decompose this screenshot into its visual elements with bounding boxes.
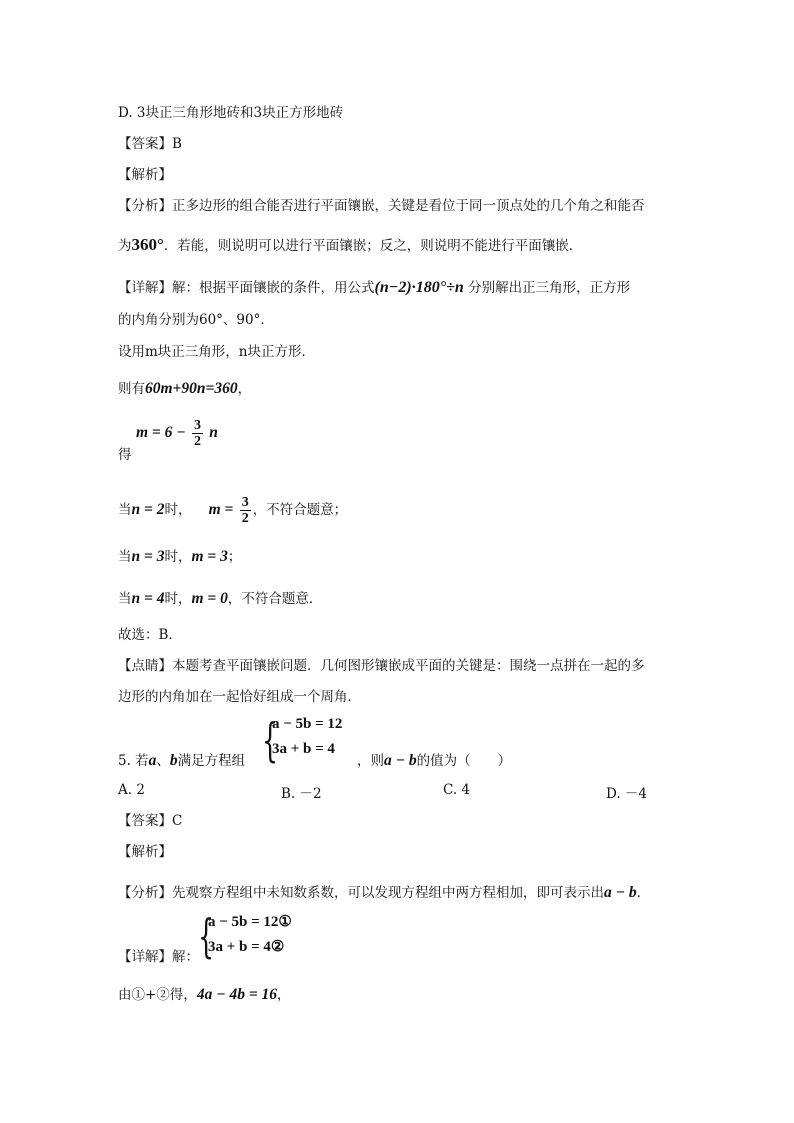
q4-detail-suffix: 分别解出正三角形，正方形: [468, 280, 631, 296]
q5-option-d: D. －4: [606, 786, 648, 802]
q5-option-b: B. －2: [281, 786, 322, 802]
q4-case3-pre: 当: [118, 591, 132, 607]
q4-m-expression: [136, 415, 218, 451]
q4-case1-fraction: [240, 495, 251, 526]
q4-case1-n: n = 2: [131, 501, 165, 518]
q4-case1: [118, 490, 347, 530]
q5-last-line: [118, 986, 291, 1004]
q5-option-a: A. 2: [118, 782, 145, 798]
q5-answer: 【答案】C: [118, 813, 183, 829]
q5-var-a: a: [148, 752, 157, 769]
q5-detail-row1: a − 5b = 12①: [208, 914, 292, 930]
q5-system-brace: {: [262, 713, 279, 767]
q4-dianjing-line2: 边形的内角加在一起恰好组成一个周角．: [118, 689, 361, 705]
q4-case3-m: m = 0: [191, 590, 228, 607]
q4-case3: [118, 590, 322, 608]
q4-answer: 【答案】B: [118, 136, 182, 152]
q4-case3-post: ，不符合题意．: [227, 591, 323, 607]
q4-fenxi-prefix: 为: [118, 238, 132, 254]
q4-case2-pre: 当: [118, 549, 132, 565]
q4-fenxi-suffix: ．若能，则说明可以进行平面镶嵌；反之，则说明不能进行平面镶嵌．: [163, 238, 583, 254]
q4-case2-m: m = 3: [191, 548, 228, 565]
q4-case2: [118, 548, 241, 566]
q5-fenxi-post: ．: [636, 885, 651, 901]
q4-m-fraction: [192, 418, 203, 449]
q4-case3-mid: 时，: [164, 591, 192, 607]
q5-fenxi-math: a − b: [604, 884, 637, 901]
q5-fenxi: [118, 884, 650, 902]
q5-stem-mid: 满足方程组: [177, 753, 246, 769]
q4-case2-n: n = 3: [131, 548, 165, 565]
q4-case1-post: ，不符合题意；: [252, 502, 348, 518]
q4-dianjing-line1: 【点睛】本题考查平面镶嵌问题．几何图形镶嵌成平面的关键是：围绕一点拼在一起的多: [118, 658, 645, 674]
q4-detail-line3: 设用m块正三角形，n块正方形．: [118, 344, 315, 360]
q4-fenxi-line2: [118, 236, 582, 255]
q4-case2-post: ；: [227, 549, 242, 565]
q4-detail-line1: [118, 279, 630, 297]
q4-case1-m: m =: [208, 501, 234, 518]
q4-de-label: 得: [118, 447, 132, 463]
q5-stem-math: a − b: [384, 752, 417, 769]
q5-stem-post: 的值为（ ）: [416, 753, 512, 769]
q5-stem-post-pre: ，则: [357, 753, 384, 769]
q4-equation-comma: ，: [237, 381, 252, 397]
q4-detail-line2: 的内角分别为60°、90°．: [118, 312, 274, 328]
q5-last-pre: 由①+②得，: [118, 987, 197, 1003]
q4-equation-math: 60m+90n=360: [145, 380, 238, 397]
q5-detail-label: 【详解】解：: [118, 949, 199, 965]
q5-system-row1: a − 5b = 12: [272, 716, 343, 732]
q5-stem-tail: [357, 752, 511, 770]
q4-case2-mid: 时，: [164, 549, 192, 565]
q4-case3-n: n = 4: [131, 590, 165, 607]
q4-equation-line: [118, 380, 251, 398]
q4-case1-frac-num: 3: [241, 495, 249, 510]
q4-option-d: D. 3块正三角形地砖和3块正方形地砖: [118, 105, 344, 121]
q4-fenxi-line1: 【分析】正多边形的组合能否进行平面镶嵌，关键是看位于同一顶点处的几个角之和能否: [118, 198, 645, 214]
q5-stem: [118, 752, 245, 770]
q5-detail-row2: 3a + b = 4②: [208, 939, 285, 955]
q4-case1-pre: 当: [118, 502, 132, 518]
q4-detail-prefix: 【详解】解：根据平面镶嵌的条件，用公式: [118, 280, 375, 296]
q4-360-degree-math: 360°: [131, 235, 164, 254]
q4-then-label: 则有: [118, 381, 145, 397]
q4-angle-formula: (n−2)·180°÷n: [374, 279, 464, 296]
q4-choose: 故选：B．: [118, 627, 182, 643]
q4-case1-frac-den: 2: [241, 511, 249, 526]
q5-option-c: C. 4: [443, 782, 471, 798]
q4-analysis-title: 【解析】: [118, 167, 172, 183]
q5-last-post: ，: [277, 987, 291, 1003]
q5-fenxi-pre: 【分析】先观察方程组中未知数系数，可以发现方程组中两方程相加，即可表示出: [118, 885, 604, 901]
q5-system-row2: 3a + b = 4: [272, 741, 335, 757]
q4-m-frac-num: 3: [193, 418, 201, 433]
q5-var-b: b: [169, 752, 178, 769]
q5-sep: 、: [156, 753, 170, 769]
q5-stem-pre: 5. 若: [118, 753, 149, 769]
q4-m-frac-den: 2: [193, 434, 201, 449]
q4-case1-mid: 时，: [164, 502, 192, 518]
q4-m-right: n: [209, 424, 218, 441]
q5-analysis-title: 【解析】: [118, 844, 172, 860]
q4-m-left: m = 6 −: [136, 424, 186, 441]
q5-detail-brace: {: [198, 909, 215, 963]
q5-last-math: 4a − 4b = 16: [196, 986, 278, 1003]
